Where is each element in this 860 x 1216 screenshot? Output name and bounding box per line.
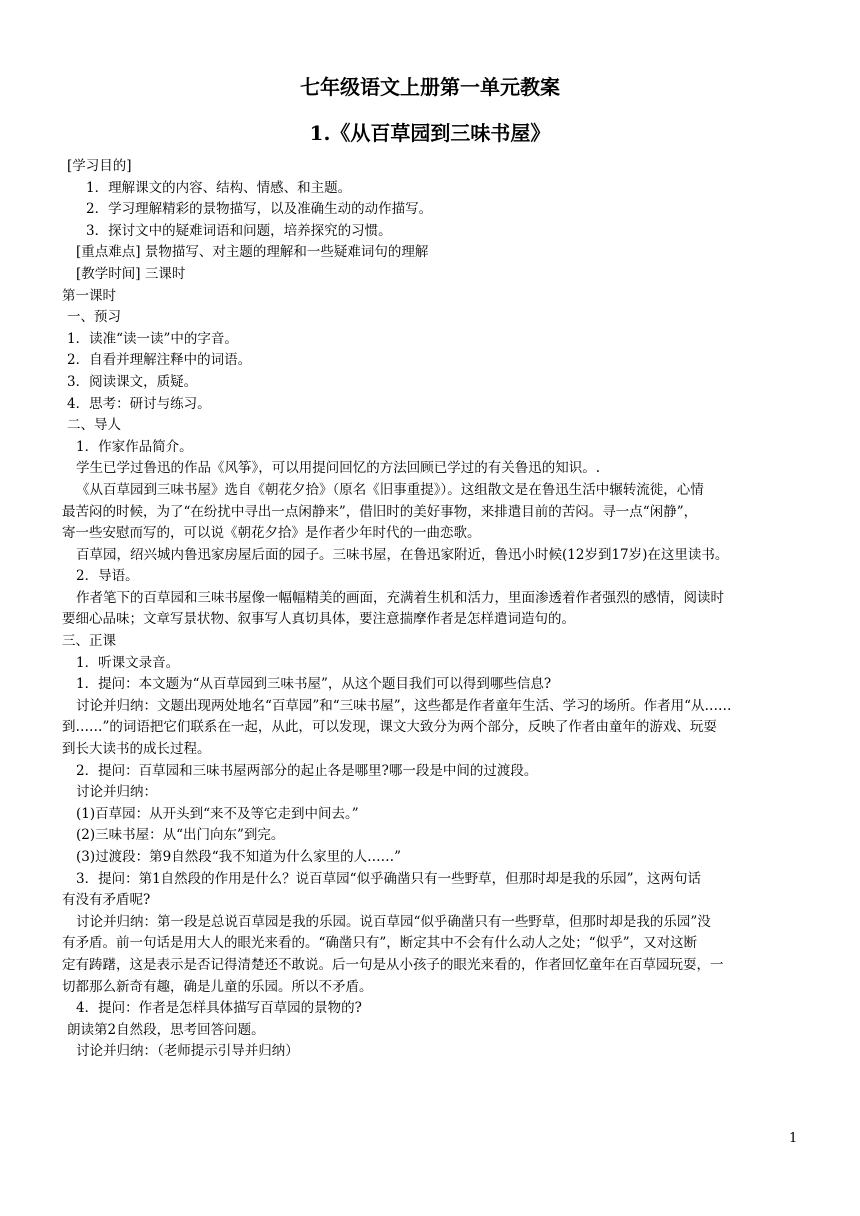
- text-line: [教学时间] 三课时: [76, 265, 186, 282]
- text-line: 4．思考：研讨与练习。: [67, 395, 211, 412]
- text-line: 《从百草园到三味书屋》选自《朝花夕拾》（原名《旧事重提》）。这组散文是在鲁迅生活中辗转流徙，心情: [76, 481, 704, 498]
- text-line: 讨论并归纳：第一段是总说百草园是我的乐园。说百草园“似乎确凿只有一些野草，但那时却是我的乐园”没: [76, 913, 711, 930]
- text-line: 第一课时: [62, 287, 116, 304]
- text-line: 要细心品味；文章写景状物、叙事写人真切具体，要注意揣摩作者是怎样遣词造句的。: [62, 611, 575, 628]
- text-line: [重点难点] 景物描写、对主题的理解和一些疑难词句的理解: [76, 244, 429, 261]
- text-line: 3．阅读课文，质疑。: [67, 373, 198, 390]
- text-line: 百草园，绍兴城内鲁迅家房屋后面的园子。三味书屋，在鲁迅家附近，鲁迅小时候(12岁到17岁)在这里读书。: [76, 546, 729, 563]
- text-line: 定有踌躇，这是表示是否记得清楚还不敢说。后一句是从小孩子的眼光来看的，作者回忆童年在百草园玩耍，一: [62, 956, 724, 973]
- document-title: 七年级语文上册第一单元教案: [300, 75, 560, 99]
- text-line: 4．提问：作者是怎样具体描写百草园的景物的?: [76, 1000, 362, 1017]
- text-line: (1)百草园：从开头到“来不及等它走到中间去。”: [76, 805, 359, 822]
- text-line: 切都那么新奇有趣，确是儿童的乐园。所以不矛盾。: [62, 978, 373, 995]
- text-line: 3．探讨文中的疑难词语和问题，培养探究的习惯。: [86, 222, 392, 239]
- text-line: 2．自看并理解注释中的词语。: [67, 352, 252, 369]
- text-line: 讨论并归纳：文题出现两处地名“百草园”和“三味书屋”，这些都是作者童年生活、学习的场所。作者用“从……: [76, 697, 732, 714]
- text-line: 到长大读书的成长过程。: [62, 741, 211, 758]
- text-line: 讨论并归纳：（老师提示引导并归纳）: [76, 1043, 299, 1060]
- text-line: 一、预习: [67, 309, 121, 326]
- page-number: 1: [789, 1131, 798, 1146]
- text-line: 学生已学过鲁迅的作品《风筝》，可以用提问回忆的方法回顾已学过的有关鲁迅的知识。.: [76, 460, 601, 477]
- text-line: 朗读第2自然段，思考回答问题。: [67, 1021, 265, 1038]
- text-line: 最苦闷的时候，为了“在纷扰中寻出一点闲静来”，借旧时的美好事物，来排遣目前的苦闷。寻一点“闲静”，: [62, 503, 698, 520]
- text-line: 2．提问：百草园和三味书屋两部分的起止各是哪里?哪一段是中间的过渡段。: [76, 762, 538, 779]
- text-line: 二、导人: [67, 417, 121, 434]
- text-line: 2．导语。: [76, 568, 139, 585]
- text-line: [学习目的]: [67, 158, 132, 174]
- text-line: 1．理解课文的内容、结构、情感、和主题。: [86, 179, 352, 196]
- text-line: 三、正课: [62, 633, 116, 650]
- text-line: 1．作家作品简介。: [76, 438, 193, 455]
- text-line: 到……”的词语把它们联系在一起，从此，可以发现，课文大致分为两个部分，反映了作者由童年的游戏、玩耍: [62, 719, 717, 736]
- text-line: 讨论并归纳：: [76, 784, 157, 801]
- text-line: 1．听课文录音。: [76, 654, 180, 671]
- text-line: 1．读准“读一读”中的字音。: [67, 330, 238, 347]
- text-line: 作者笔下的百草园和三味书屋像一幅幅精美的画面，充满着生机和活力，里面渗透着作者强烈的感情，阅读时: [76, 589, 724, 606]
- text-line: 有没有矛盾呢?: [62, 892, 151, 909]
- text-line: 1．提问：本文题为“从百草园到三味书屋”，从这个题目我们可以得到哪些信息?: [76, 676, 552, 693]
- text-line: 3．提问：第1自然段的作用是什么？说百草园“似乎确凿只有一些野草，但那时却是我的乐园”，这两句话: [76, 870, 701, 887]
- text-line: 有矛盾。前一句话是用大人的眼光来看的。“确凿只有”，断定其中不会有什么动人之处；“似乎”，又对这断: [62, 935, 698, 952]
- text-line: (2)三味书屋：从“出门向东”到完。: [76, 827, 285, 844]
- text-line: 2．学习理解精彩的景物描写，以及准确生动的动作描写。: [86, 201, 433, 218]
- lesson-title: 1.《从百草园到三味书屋》: [309, 121, 551, 145]
- text-line: 寄一些安慰而写的，可以说《朝花夕拾》是作者少年时代的一曲恋歌。: [62, 525, 481, 542]
- text-line: (3)过渡段：第9自然段“我不知道为什么家里的人……”: [76, 849, 402, 865]
- lesson-body: [62, 156, 802, 1063]
